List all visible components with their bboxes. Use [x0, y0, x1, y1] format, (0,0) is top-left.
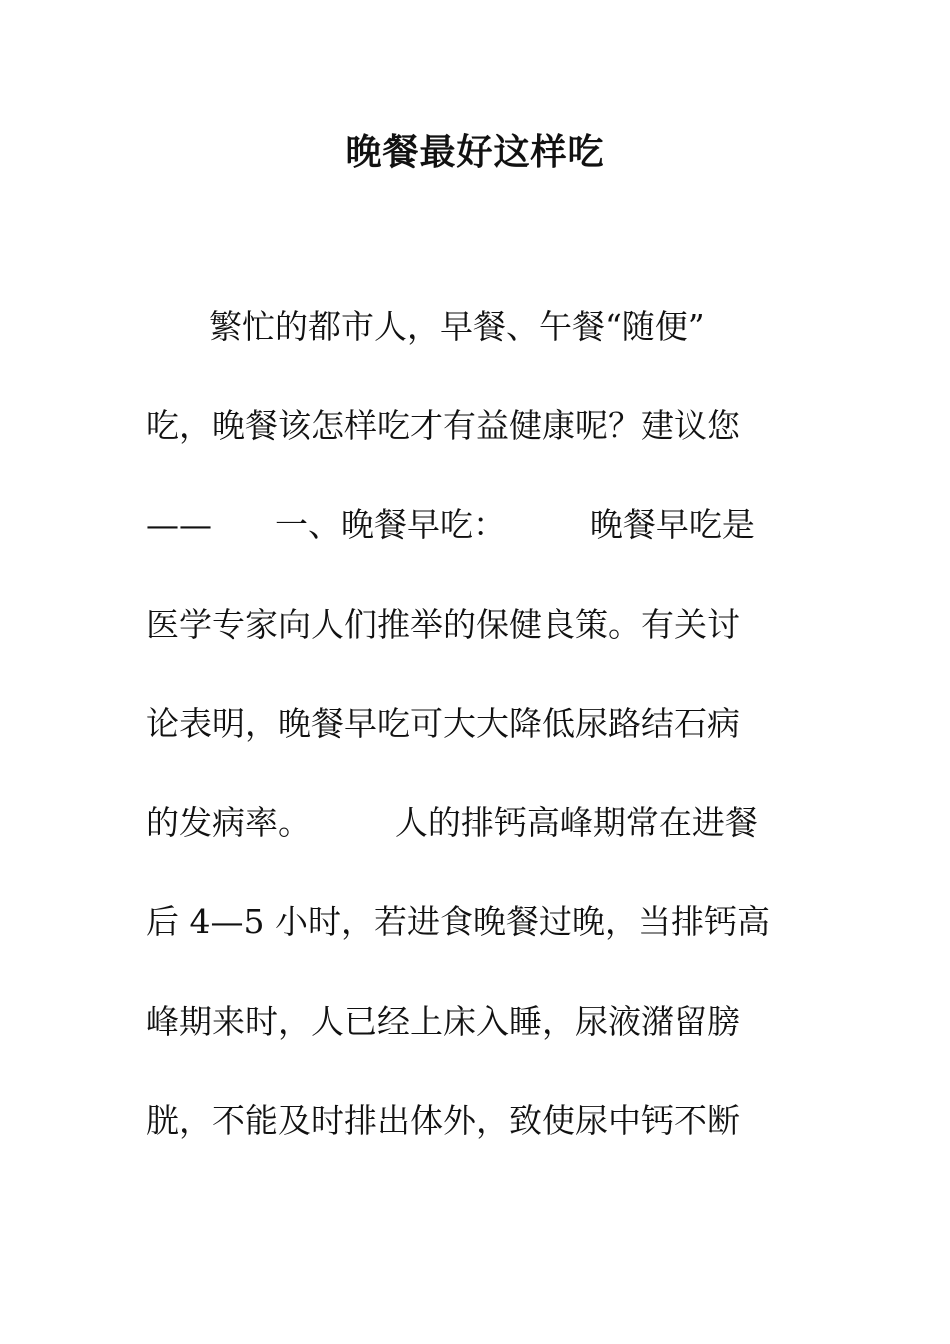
body-text-line: 后 4—5 小时，若进食晚餐过晚，当排钙高 [146, 902, 770, 941]
body-text-line: 吃，晚餐该怎样吃才有益健康呢？建议您 [146, 406, 740, 445]
body-text-line: 繁忙的都市人，早餐、午餐“随便” [146, 307, 705, 346]
body-text-line: 峰期来时，人已经上床入睡，尿液潴留膀 [146, 1002, 740, 1041]
body-text-line: 论表明，晚餐早吃可大大降低尿路结石病 [146, 704, 740, 743]
document-title: 晚餐最好这样吃 [345, 131, 605, 173]
body-text-line: 胱，不能及时排出体外，致使尿中钙不断 [146, 1101, 740, 1140]
body-text-line: 的发病率。 人的排钙高峰期常在进餐 [146, 803, 758, 842]
body-text-line: 医学专家向人们推举的保健良策。有关讨 [146, 605, 740, 644]
body-text-line: —— 一、晚餐早吃： 晚餐早吃是 [146, 505, 755, 544]
